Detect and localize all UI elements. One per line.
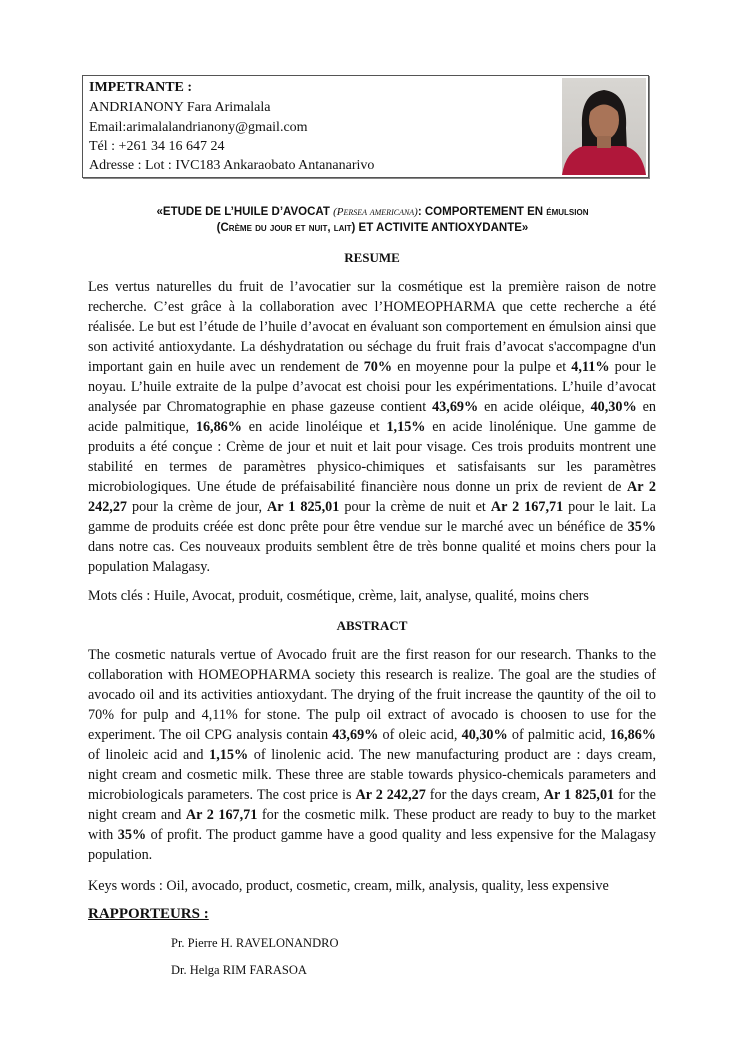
text-run: dans notre cas. Ces nouveaux produits semblent être de très bonne qualité et moins chers pour la population Malagasy. xyxy=(88,539,656,575)
text-run: pour la crème de nuit et xyxy=(339,499,491,515)
bold-value: Ar 1 825,01 xyxy=(267,499,340,515)
author-photo xyxy=(562,78,646,175)
text-run: pour la crème de jour, xyxy=(127,499,268,515)
text-run: The cosmetic naturals vertue of Avocado fruit are the first reason for our research. Thanks to the collaboration with HOMEOPHARMA society this research is realize. The goal are the studies of avocado oil and its activities antioxydant. The drying of the fruit increase the qauntity of the oil to 70% for pulp and 4,11% for stone. The pulp oil extract of avocado is choosen to use for the experiment. The oil CPG analysis contain xyxy=(88,647,656,743)
bold-value: 1,15% xyxy=(209,747,249,763)
author-info-box xyxy=(82,75,649,178)
bold-value: 35% xyxy=(117,827,147,843)
bold-value: 40,30% xyxy=(461,727,508,743)
bold-value: 16,86% xyxy=(609,727,656,743)
abstract-keywords: Keys words : Oil, avocado, product, cosmetic, cream, milk, analysis, quality, less expensive xyxy=(88,878,609,894)
impetrante-label: IMPETRANTE : xyxy=(89,80,193,95)
bold-value: 43,69% xyxy=(332,727,379,743)
text-run: Les vertus naturelles du fruit de l’avocatier sur la cosmétique est la première raison de notre recherche. C’est grâce à la collaboration avec l’HOMEOPHARMA que cette recherche a été réalisée. Le but est l’étude de l’huile d’avocat en évaluant son comportement en émulsion ainsi que son activité antioxydante. La déshydratation ou séchage du fruit frais d’avocat s'accompagne d'un important gain en huile avec un rendement de xyxy=(88,279,656,375)
text-run: en acide oléique, xyxy=(478,399,591,415)
bold-value: Ar 2 167,71 xyxy=(185,807,258,823)
resume-keywords: Mots clés : Huile, Avocat, produit, cosmétique, crème, lait, analyse, qualité, moins chers xyxy=(88,588,589,604)
bold-value: 4,11% xyxy=(571,359,610,375)
bold-value: 35% xyxy=(627,519,656,535)
title-latin-name: (Persea americana) xyxy=(333,206,418,218)
title-line2: (Crème du jour et nuit, lait) ET ACTIVITE ANTIOXYDANTE» xyxy=(216,222,529,234)
text-run: en acide linoléique et xyxy=(241,419,387,435)
author-phone: Tél : +261 34 16 647 24 xyxy=(89,139,225,154)
bold-value: Ar 2 167,71 xyxy=(490,499,564,515)
rapporteurs-heading: RAPPORTEURS : xyxy=(88,906,209,922)
text-run: for the night cream and xyxy=(88,787,656,823)
text-run: of oleic acid, xyxy=(378,727,462,743)
text-run: pour le noyau. L’huile extraite de la pulpe d’avocat est choisi pour les expérimentations. L’huile d’avocat analysée par Chromatographie en phase gazeuse contient xyxy=(88,359,656,415)
title-part2: : COMPORTEMENT EN émulsion xyxy=(417,206,589,218)
author-email: Email:arimalalandrianony@gmail.com xyxy=(89,120,308,135)
thesis-title xyxy=(80,204,665,236)
bold-value: 1,15% xyxy=(386,419,426,435)
bold-value: 16,86% xyxy=(195,419,242,435)
bold-value: 43,69% xyxy=(432,399,479,415)
bold-value: Ar 1 825,01 xyxy=(543,787,615,803)
rapporteur-name: Pr. Pierre H. RAVELONANDRO xyxy=(171,936,339,950)
text-run: of linoleic acid and xyxy=(88,747,210,763)
text-run: of profit. The product gamme have a good quality and less expensive for the Malagasy population. xyxy=(88,827,656,863)
rapporteur-name: Dr. Helga RIM FARASOA xyxy=(171,963,307,977)
resume-heading: RESUME xyxy=(344,250,400,265)
text-run: for the days cream, xyxy=(425,787,544,803)
resume-paragraph xyxy=(88,277,656,577)
author-address: Adresse : Lot : IVC183 Ankaraobato Antananarivo xyxy=(89,158,375,173)
bold-value: Ar 2 242,27 xyxy=(88,479,656,515)
title-part1: «ETUDE DE L’HUILE D’AVOCAT xyxy=(156,206,334,218)
text-run: of linolenic acid. The new manufacturing product are : days cream, night cream and cosmetic milk. These three are stable towards physico-chemicals parameters and microbiologicals parameters. The cost price is xyxy=(88,747,656,803)
abstract-heading: ABSTRACT xyxy=(336,618,408,633)
bold-value: Ar 2 242,27 xyxy=(355,787,426,803)
text-run: pour le lait. La gamme de produits créée est donc prête pour être vendue sur le marché avec un bénéfice de xyxy=(88,499,656,535)
abstract-paragraph xyxy=(88,645,656,865)
text-run: en moyenne pour la pulpe et xyxy=(392,359,572,375)
text-run: en acide linolénique. Une gamme de produits a été conçue : Crème de jour et nuit et lait pour visage. Ces trois produits montrent une stabilité en termes de paramètres physico-chimiques et satisfaisants sur les paramètres microbiologiques. Une étude de préfaisabilité financière nous donne un prix de revient de xyxy=(88,419,656,495)
text-run: for the cosmetic milk. These product are ready to buy to the market with xyxy=(88,807,656,843)
bold-value: 70% xyxy=(363,359,393,375)
text-run: en acide palmitique, xyxy=(88,399,656,435)
bold-value: 40,30% xyxy=(590,399,637,415)
text-run: of palmitic acid, xyxy=(507,727,610,743)
author-name: ANDRIANONY Fara Arimalala xyxy=(89,100,271,115)
